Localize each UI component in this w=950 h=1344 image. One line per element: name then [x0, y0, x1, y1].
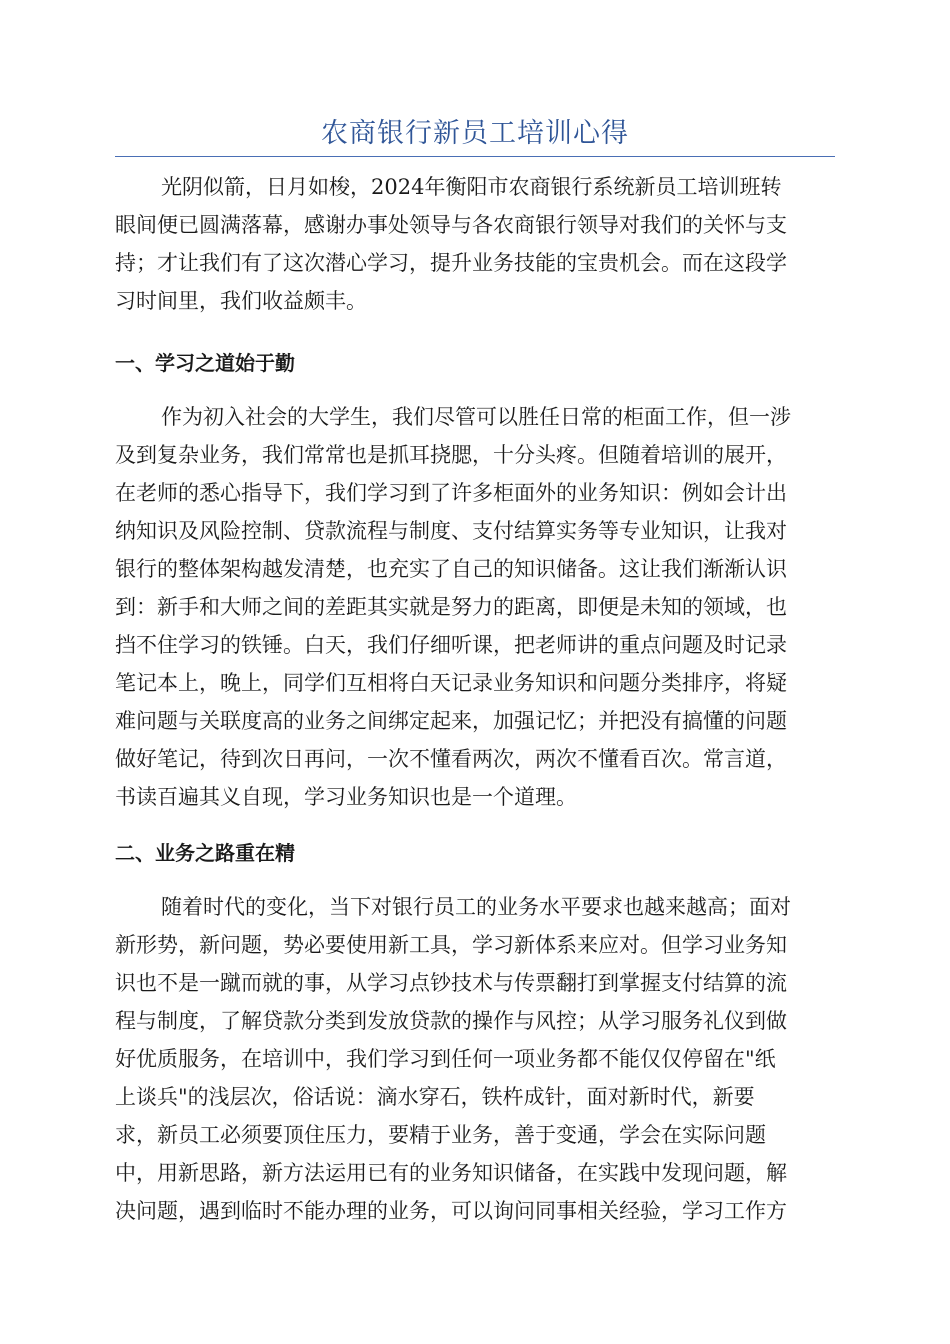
paragraph-line: 书读百遍其义自现，学习业务知识也是一个道理。 — [115, 785, 577, 809]
paragraph-line: 识也不是一蹴而就的事，从学习点钞技术与传票翻打到掌握支付结算的流 — [115, 971, 787, 995]
paragraph-line: 程与制度，了解贷款分类到发放贷款的操作与风控；从学习服务礼仪到做 — [115, 1009, 787, 1033]
paragraph-line: 新形势，新问题，势必要使用新工具，学习新体系来应对。但学习业务知 — [115, 933, 787, 957]
paragraph-line: 求，新员工必须要顶住压力，要精于业务，善于变通，学会在实际问题 — [115, 1123, 766, 1147]
section-heading: 一、学习之道始于勤 — [115, 351, 295, 375]
paragraph-line: 决问题，遇到临时不能办理的业务，可以询问同事相关经验，学习工作方 — [115, 1199, 787, 1223]
paragraph-line: 眼间便已圆满落幕，感谢办事处领导与各农商银行领导对我们的关怀与支 — [115, 213, 787, 237]
paragraph-line: 作为初入社会的大学生，我们尽管可以胜任日常的柜面工作，但一涉 — [161, 405, 791, 429]
section-heading: 二、业务之路重在精 — [115, 841, 295, 865]
paragraph-line: 银行的整体架构越发清楚，也充实了自己的知识储备。这让我们渐渐认识 — [115, 557, 787, 581]
paragraph-line: 中，用新思路，新方法运用已有的业务知识储备，在实践中发现问题，解 — [115, 1161, 787, 1185]
paragraph-line: 随着时代的变化，当下对银行员工的业务水平要求也越来越高；面对 — [161, 895, 791, 919]
paragraph-line: 难问题与关联度高的业务之间绑定起来，加强记忆；并把没有搞懂的问题 — [115, 709, 787, 733]
paragraph-line: 上谈兵"的浅层次，俗话说：滴水穿石，铁杵成针，面对新时代，新要 — [115, 1085, 755, 1109]
paragraph-line: 纳知识及风险控制、贷款流程与制度、支付结算实务等专业知识，让我对 — [115, 519, 787, 543]
paragraph-line: 在老师的悉心指导下，我们学习到了许多柜面外的业务知识：例如会计出 — [115, 481, 787, 505]
page-title: 农商银行新员工培训心得 — [321, 118, 629, 149]
paragraph-line: 习时间里，我们收益颇丰。 — [115, 289, 367, 313]
paragraph-line: 持；才让我们有了这次潜心学习，提升业务技能的宝贵机会。而在这段学 — [115, 251, 787, 275]
paragraph-line: 及到复杂业务，我们常常也是抓耳挠腮，十分头疼。但随着培训的展开， — [115, 443, 787, 467]
paragraph-line: 光阴似箭，日月如梭，2024年衡阳市农商银行系统新员工培训班转 — [161, 175, 782, 199]
title-block — [115, 112, 835, 157]
paragraph-line: 到：新手和大师之间的差距其实就是努力的距离，即便是未知的领域，也 — [115, 595, 787, 619]
paragraph-line: 好优质服务，在培训中，我们学习到任何一项业务都不能仅仅停留在"纸 — [115, 1047, 776, 1071]
paragraph-line: 挡不住学习的铁锤。白天，我们仔细听课，把老师讲的重点问题及时记录 — [115, 633, 787, 657]
paragraph-line: 做好笔记，待到次日再问，一次不懂看两次，两次不懂看百次。常言道， — [115, 747, 787, 771]
paragraph-line: 笔记本上，晚上，同学们互相将白天记录业务知识和问题分类排序，将疑 — [115, 671, 787, 695]
